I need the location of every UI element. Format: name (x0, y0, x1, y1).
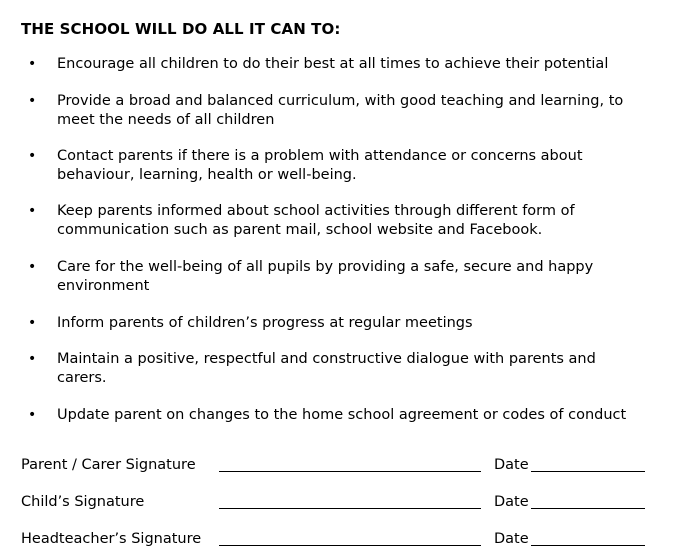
list-item-line: Care for the well-being of all pupils by providing a safe, secure and happy (57, 259, 594, 275)
list-item-line: meet the needs of all children (57, 112, 275, 128)
headteacher-date-line[interactable] (531, 545, 645, 546)
list-item-line: Contact parents if there is a problem with attendance or concerns about (57, 148, 583, 164)
child-signature-line[interactable] (219, 508, 481, 509)
list-item-line: behaviour, learning, health or well-being. (57, 167, 357, 183)
bullet-icon: • (28, 351, 37, 367)
parent-signature-line[interactable] (219, 471, 481, 472)
child-date-label: Date (494, 494, 529, 510)
headteacher-signature-label: Headteacher’s Signature (21, 531, 202, 547)
list-item-line: carers. (57, 370, 107, 386)
list-item-line: Encourage all children to do their best at all times to achieve their potential (57, 56, 609, 72)
list-item-line: environment (57, 278, 150, 294)
list-item-line: Keep parents informed about school activities through different form of (57, 203, 575, 219)
child-date-line[interactable] (531, 508, 645, 509)
bullet-icon: • (28, 203, 37, 219)
headteacher-signature-row (0, 529, 677, 551)
bullet-icon: • (28, 315, 37, 331)
list-item-line: Maintain a positive, respectful and constructive dialogue with parents and (57, 351, 596, 367)
list-item-line: Inform parents of children’s progress at regular meetings (57, 315, 473, 331)
child-signature-row (0, 492, 677, 514)
parent-date-line[interactable] (531, 471, 645, 472)
child-signature-label: Child’s Signature (21, 494, 145, 510)
parent-signature-label: Parent / Carer Signature (21, 457, 196, 473)
headteacher-date-label: Date (494, 531, 529, 547)
page-heading: THE SCHOOL WILL DO ALL IT CAN TO: (21, 20, 341, 38)
list-item-line: Provide a broad and balanced curriculum, with good teaching and learning, to (57, 93, 624, 109)
list-item-line: communication such as parent mail, school website and Facebook. (57, 222, 543, 238)
headteacher-signature-line[interactable] (219, 545, 481, 546)
parent-date-label: Date (494, 457, 529, 473)
bullet-icon: • (28, 93, 37, 109)
bullet-icon: • (28, 259, 37, 275)
bullet-icon: • (28, 148, 37, 164)
parent-signature-row (0, 455, 677, 477)
bullet-icon: • (28, 407, 37, 423)
bullet-icon: • (28, 56, 37, 72)
list-item-line: Update parent on changes to the home school agreement or codes of conduct (57, 407, 627, 423)
